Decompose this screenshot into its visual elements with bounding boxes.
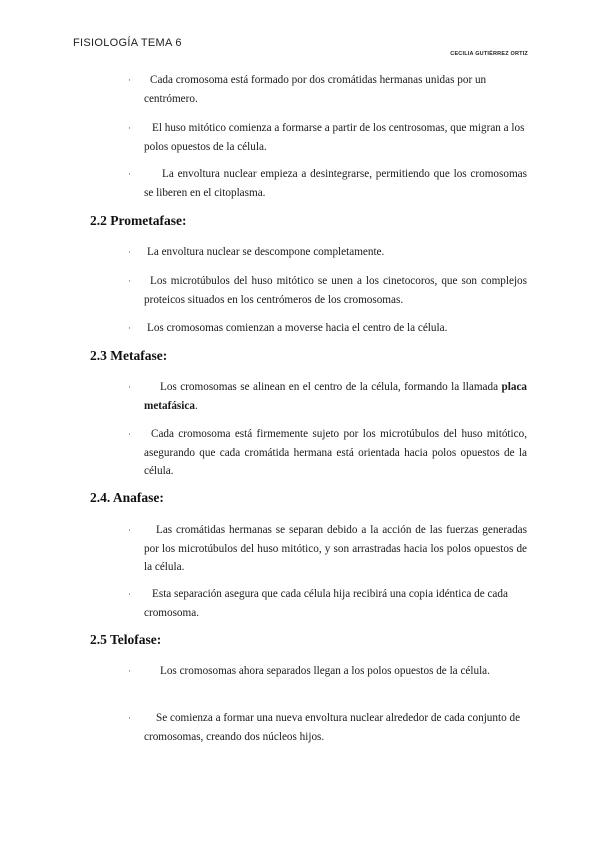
list-item: [144, 165, 527, 202]
bullet-marker: ·: [128, 247, 131, 257]
bullet-marker: ·: [128, 713, 131, 723]
bullet-marker: ·: [128, 276, 131, 286]
list-item: [144, 272, 527, 309]
list-item: [144, 585, 527, 622]
section-heading-telofase: 2.5 Telofase:: [90, 632, 162, 647]
list-item: [144, 521, 527, 577]
list-item-text: Se comienza a formar una nueva envoltura nuclear alrededor de cada conjunto de cromosomas, creando dos núcleos hijos.: [144, 712, 521, 743]
section-heading-prometafase: 2.2 Prometafase:: [90, 213, 187, 228]
bullet-marker: ·: [128, 666, 131, 676]
bullet-marker: ·: [128, 323, 131, 333]
list-item-text: Los cromosomas comienzan a moverse hacia el centro de la célula.: [147, 322, 448, 334]
list-item-text: Cada cromosoma está firmemente sujeto por los microtúbulos del huso mitótico, asegurando que cada cromátida hermana está orientada hacia polos opuestos de la célula.: [144, 428, 527, 477]
bullet-marker: ·: [128, 589, 131, 599]
bullet-marker: ·: [128, 169, 131, 179]
list-item: [144, 71, 527, 108]
bullet-marker: ·: [128, 123, 131, 133]
list-item: [144, 709, 527, 746]
list-item-text: Los cromosomas se alinean en el centro de la célula, formando la llamada: [160, 381, 499, 393]
bullet-marker: ·: [128, 382, 131, 392]
list-item-text: Los cromosomas ahora separados llegan a los polos opuestos de la célula.: [160, 665, 490, 677]
list-item-text: Los microtúbulos del huso mitótico se unen a los cinetocoros, que son complejos proteicos situados en los centrómeros de los cromosomas.: [144, 275, 527, 306]
list-item: [144, 119, 527, 156]
bullet-marker: ·: [128, 75, 131, 85]
list-item: [144, 425, 527, 481]
bullet-marker: ·: [128, 525, 131, 535]
header-title: FISIOLOGÍA TEMA 6: [73, 37, 182, 49]
list-item-text: La envoltura nuclear empieza a desintegrarse, permitiendo que los cromosomas se liberen en el citoplasma.: [144, 168, 527, 199]
list-item-text-end: .: [194, 399, 198, 412]
section-heading-anafase: 2.4. Anafase:: [90, 490, 164, 505]
list-item-text: Esta separación asegura que cada célula hija recibirá una copia idéntica de cada cromosoma.: [144, 588, 508, 619]
bold-term: placa metafásica: [144, 381, 527, 412]
list-item-text: La envoltura nuclear se descompone completamente.: [147, 246, 385, 258]
header-author: CECILIA GUTIÉRREZ ORTIZ: [450, 51, 528, 57]
list-item-text: El huso mitótico comienza a formarse a partir de los centrosomas, que migran a los polos opuestos de la célula.: [144, 122, 525, 153]
list-item: [144, 662, 527, 681]
list-item-text: Las cromátidas hermanas se separan debido a la acción de las fuerzas generadas por los microtúbulos del huso mitótico, y son arrastradas hacia los polos opuestos de la célula.: [144, 524, 527, 573]
list-item: [144, 243, 527, 262]
list-item: [144, 378, 527, 415]
list-item-text: Cada cromosoma está formado por dos cromátidas hermanas unidas por un centrómero.: [144, 74, 487, 105]
bullet-marker: ·: [128, 429, 131, 439]
section-heading-metafase: 2.3 Metafase:: [90, 348, 168, 363]
list-item: [144, 319, 527, 338]
